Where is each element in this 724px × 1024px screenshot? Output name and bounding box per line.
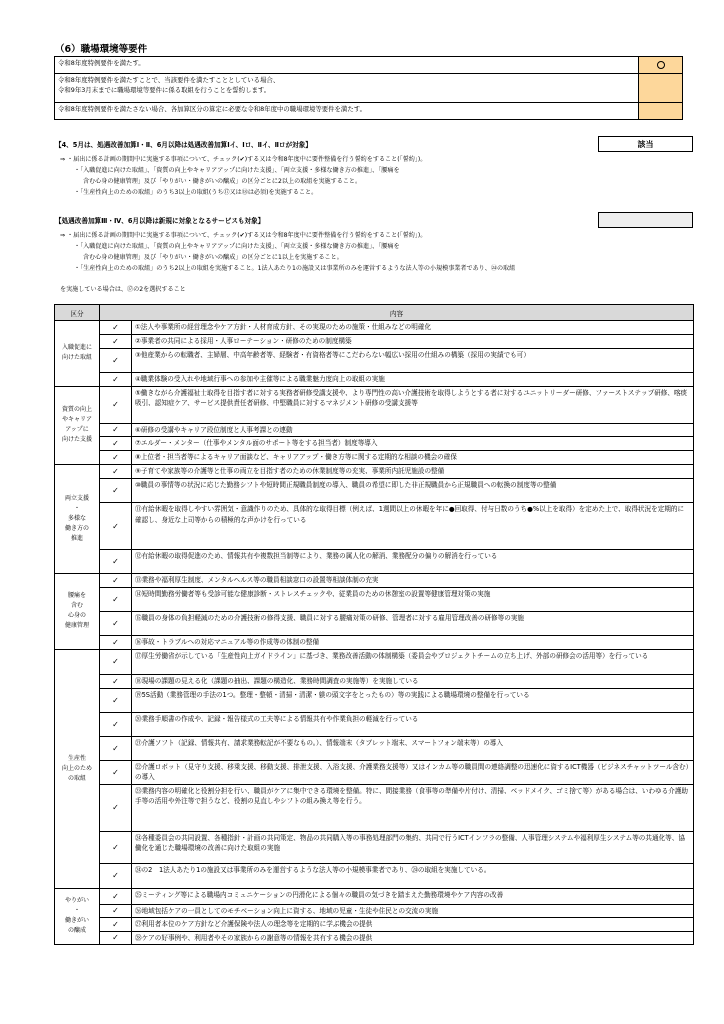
table-row bbox=[55, 688, 694, 712]
item-checkbox[interactable]: ✓ bbox=[100, 423, 132, 437]
item-text: ⑦エルダー・メンター（仕事やメンタル面のサポート等をする担当者）制度等導入 bbox=[132, 437, 694, 451]
table-row bbox=[55, 349, 694, 373]
table-row bbox=[55, 904, 694, 918]
item-checkbox[interactable]: ✓ bbox=[100, 918, 132, 932]
table-row bbox=[55, 784, 694, 831]
table-row bbox=[55, 931, 694, 945]
item-checkbox[interactable]: ✓ bbox=[100, 451, 132, 465]
category-label: 生産性 向上のため の取組 bbox=[55, 649, 100, 888]
column-header-content: 内容 bbox=[100, 305, 694, 321]
section1-line: ・「入職促進に向けた取組」、「資質の向上やキャリアアップに向けた支援」、「両立支援・多様な働き方の推進」、「腰痛を bbox=[74, 167, 400, 174]
item-checkbox[interactable]: ✓ bbox=[100, 612, 132, 636]
item-checkbox[interactable]: ✓ bbox=[100, 479, 132, 503]
table-row bbox=[55, 649, 694, 674]
item-text: ⑫有給休暇の取得促進のため、情報共有や複数担当制等により、業務の属人化の解消、業務配分の偏りの解消を行っている bbox=[132, 550, 694, 574]
section-title: （6）職場環境等要件 bbox=[55, 44, 148, 55]
requirement-status-cell[interactable] bbox=[639, 57, 683, 74]
item-text: ③他産業からの転職者、主婦層、中高年齢者等、経験者・有資格者等にこだわらない幅広い採用の仕組みの構築（採用の実績でも可） bbox=[132, 349, 694, 373]
item-checkbox[interactable]: ✓ bbox=[100, 335, 132, 349]
item-text: ⑥研修の受講やキャリア段位制度と人事考課との連動 bbox=[132, 423, 694, 437]
table-row bbox=[55, 888, 694, 904]
item-text: ⑲5S活動（業務管理の手法の1つ。整理・整頓・清掃・清潔・躾の頭文字をとったもの）等の実践による職場環境の整備を行っている bbox=[132, 688, 694, 712]
item-text: ④職業体験の受入れや地域行事への参加や主催等による職業魅力度向上の取組の実施 bbox=[132, 373, 694, 387]
item-checkbox[interactable]: ✓ bbox=[100, 904, 132, 918]
section2-line: を実施している場合は、⑰の2を選択すること bbox=[60, 286, 186, 293]
item-checkbox[interactable]: ✓ bbox=[100, 863, 132, 888]
item-checkbox[interactable]: ✓ bbox=[100, 349, 132, 373]
column-header-category: 区分 bbox=[55, 305, 100, 321]
table-row bbox=[55, 674, 694, 688]
item-text: ㉕ミーティング等による職場内コミュニケーションの円滑化による個々の職員の気づきを踏まえた勤務環境やケア内容の改善 bbox=[132, 888, 694, 904]
item-checkbox[interactable]: ✓ bbox=[100, 437, 132, 451]
item-checkbox[interactable]: ✓ bbox=[100, 649, 132, 674]
item-text: ⑧上位者・担当者等によるキャリア面談など、キャリアアップ・働き方等に関する定期的な相談の機会の確保 bbox=[132, 451, 694, 465]
table-row bbox=[55, 479, 694, 503]
item-text: ㉔各種委員会の共同設置、各種指針・計画の共同策定、物品の共同購入等の事務処理部門の集約、共同で行うICTインフラの整備、人事管理システムや福利厚生システム等の共通化等、協働化を通じた職場環境の改善に向けた取組の実施 bbox=[132, 831, 694, 863]
item-checkbox[interactable]: ✓ bbox=[100, 588, 132, 612]
selected-circle-mark bbox=[657, 61, 665, 69]
table-row bbox=[55, 636, 694, 650]
item-text: ⑨子育てや家族等の介護等と仕事の両立を目指す者のための休業制度等の充実、事業所内託児施設の整備 bbox=[132, 465, 694, 479]
table-row bbox=[55, 863, 694, 888]
section1-line: ・「生産性向上のための取組」のうち3以上の取組(うち⑰又は⑱は必須)を実施すること。 bbox=[74, 189, 318, 196]
section1-status-box[interactable]: 該当 bbox=[598, 136, 693, 152]
table-row bbox=[55, 760, 694, 784]
item-text: ㉔の2 1法人あたり1の施設又は事業所のみを運営するような法人等の小規模事業者であり、㉔の取組を実施している。 bbox=[132, 863, 694, 888]
requirements-table bbox=[54, 56, 683, 120]
table-row bbox=[55, 550, 694, 574]
section1-heading: 【4、5月は、処遇改善加算Ⅰ・Ⅱ、6月以降は処遇改善加算Ⅰイ、Ⅰロ、Ⅱイ、Ⅱロが対象】 bbox=[55, 141, 312, 149]
item-text: ⑳業務手順書の作成や、記録・報告様式の工夫等による情報共有や作業負担の軽減を行っている bbox=[132, 712, 694, 736]
item-text: ⑬業務や福利厚生制度、メンタルヘルス等の職員相談窓口の設置等相談体制の充実 bbox=[132, 574, 694, 588]
table-header-row bbox=[55, 305, 694, 321]
item-text: ㉓業務内容の明確化と役割分担を行い、職員がケアに集中できる環境を整備。特に、間接業務（食事等の準備や片付け、清掃、ベッドメイク、ゴミ捨て等）がある場合は、いわゆる介護助手等の活用や外注等で担うなど、役割の見直しやシフトの組み換え等を行う。 bbox=[132, 784, 694, 831]
item-checkbox[interactable]: ✓ bbox=[100, 784, 132, 831]
table-row bbox=[55, 736, 694, 760]
item-text: ⑤働きながら介護福祉士取得を目指す者に対する実務者研修受講支援や、より専門性の高い介護技術を取得しようとする者に対するユニットリーダー研修、ファーストステップ研修、喀痰吸引、認知症ケア、サービス提供責任者研修、中堅職員に対するマネジメント研修の受講支援等 bbox=[132, 386, 694, 423]
item-text: ⑱現場の課題の見える化（課題の抽出、課題の構造化、業務時間調査の実施等）を実施している bbox=[132, 674, 694, 688]
section2-line: ⇒ ・届出に係る計画の期間中に実施する事項について、チェック(✔)する又は令和8年度中に要件整備を行う誓約をすること(「誓約」)。 bbox=[60, 232, 427, 239]
item-checkbox[interactable]: ✓ bbox=[100, 712, 132, 736]
item-checkbox[interactable]: ✓ bbox=[100, 373, 132, 387]
table-row bbox=[55, 465, 694, 479]
item-text: ⑩職員の事情等の状況に応じた勤務シフトや短時間正規職員制度の導入、職員の希望に即した非正規職員から正規職員への転換の制度等の整備 bbox=[132, 479, 694, 503]
item-text: ㉗利用者本位のケア方針など介護保険や法人の理念等を定期的に学ぶ機会の提供 bbox=[132, 918, 694, 932]
item-text: ⑮職員の身体の負担軽減のための介護技術の修得支援、職員に対する腰痛対策の研修、管理者に対する雇用管理改善の研修等の実施 bbox=[132, 612, 694, 636]
table-row bbox=[55, 373, 694, 387]
category-label: 資質の向上 やキャリア アップに 向けた支援 bbox=[55, 386, 100, 465]
requirement-text: 令和8年度特例要件を満たす。 bbox=[55, 57, 639, 74]
table-row bbox=[55, 831, 694, 863]
table-row bbox=[55, 712, 694, 736]
item-checkbox[interactable]: ✓ bbox=[100, 321, 132, 335]
requirement-text: 令和8年度特例要件を満たすことで、当該要件を満たすこととしている場合、 令和9年3月末までに職場環境等要件に係る取組を行うことを誓約します。 bbox=[55, 74, 639, 103]
item-checkbox[interactable]: ✓ bbox=[100, 386, 132, 423]
item-text: ①法人や事業所の経営理念やケア方針・人材育成方針、その実現のための施策・仕組みなどの明確化 bbox=[132, 321, 694, 335]
category-label: 入職促進に 向けた取組 bbox=[55, 321, 100, 387]
item-text: ⑭短時間勤務労働者等も受診可能な健康診断・ストレスチェックや、従業員のための休憩室の設置等健康管理対策の実施 bbox=[132, 588, 694, 612]
item-text: ②事業者の共同による採用・人事ローテーション・研修のための制度構築 bbox=[132, 335, 694, 349]
item-text: ㉖地域包括ケアの一員としてのモチベーション向上に資する、地域の児童・生徒や住民との交流の実施 bbox=[132, 904, 694, 918]
table-row bbox=[55, 437, 694, 451]
table-row bbox=[55, 321, 694, 335]
category-label: 腰痛を 含む 心身の 健康管理 bbox=[55, 574, 100, 650]
initiatives-table bbox=[54, 304, 694, 945]
table-row bbox=[55, 588, 694, 612]
table-row bbox=[55, 918, 694, 932]
item-checkbox[interactable]: ✓ bbox=[100, 931, 132, 945]
item-text: ⑰厚生労働省が示している「生産性向上ガイドライン」に基づき、業務改善活動の体制構築（委員会やプロジェクトチームの立ち上げ、外部の研修会の活用等）を行っている bbox=[132, 649, 694, 674]
section2-heading: 【処遇改善加算Ⅲ・Ⅳ、6月以降は新規に対象となるサービスも対象】 bbox=[55, 217, 265, 225]
item-text: ⑯事故・トラブルへの対応マニュアル等の作成等の体制の整備 bbox=[132, 636, 694, 650]
table-row bbox=[55, 503, 694, 550]
table-row bbox=[55, 612, 694, 636]
section1-line: ⇒ ・届出に係る計画の期間中に実施する事項について、チェック(✔)する又は令和8年度中に要件整備を行う誓約をすること(「誓約」)。 bbox=[60, 156, 427, 163]
requirement-status-cell[interactable] bbox=[639, 103, 683, 120]
table-row bbox=[55, 335, 694, 349]
item-checkbox[interactable]: ✓ bbox=[100, 636, 132, 650]
table-row bbox=[55, 574, 694, 588]
requirement-row bbox=[55, 74, 683, 103]
requirement-status-cell[interactable] bbox=[639, 74, 683, 103]
item-checkbox[interactable]: ✓ bbox=[100, 760, 132, 784]
item-checkbox[interactable]: ✓ bbox=[100, 550, 132, 574]
section2-line: ・「生産性向上のための取組」のうち2以上の取組を実施すること。1法人あたり1の施設又は事業所のみを運営するような法人等の小規模事業者であり、㉔の取組 bbox=[74, 265, 516, 272]
item-checkbox[interactable]: ✓ bbox=[100, 465, 132, 479]
item-text: ㉒介護ロボット（見守り支援、移乗支援、移動支援、排泄支援、入浴支援、介護業務支援等）又はインカム等の職員間の連絡調整の迅速化に資するICT機器（ビジネスチャットツール含む）の導入 bbox=[132, 760, 694, 784]
section1-line: 含む心身の健康管理」及び「やりがい・働きがいの醸成」の区分ごとに2以上の取組を実施すること。 bbox=[83, 178, 362, 185]
item-checkbox[interactable]: ✓ bbox=[100, 831, 132, 863]
item-checkbox[interactable]: ✓ bbox=[100, 888, 132, 904]
section2-line: ・「入職促進に向けた取組」、「資質の向上やキャリアアップに向けた支援」、「両立支援・多様な働き方の推進」、「腰痛を bbox=[74, 243, 400, 250]
section2-line: 含む心身の健康管理」及び「やりがい・働きがいの醸成」の区分ごとに1以上を実施すること。 bbox=[83, 254, 343, 261]
section2-status-box[interactable] bbox=[598, 212, 693, 228]
item-checkbox[interactable]: ✓ bbox=[100, 736, 132, 760]
item-checkbox[interactable]: ✓ bbox=[100, 574, 132, 588]
item-checkbox[interactable]: ✓ bbox=[100, 503, 132, 550]
item-text: ⑪有給休暇を取得しやすい雰囲気・意識作りのため、具体的な取得目標（例えば、1週間以上の休暇を年に●回取得、付与日数のうち●%以上を取得）を定めた上で、取得状況を定期的に確認し、身近な上司等からの積極的な声かけを行っている bbox=[132, 503, 694, 550]
category-label: やりがい ・ 働きがい の醸成 bbox=[55, 888, 100, 945]
item-text: ㉑介護ソフト（記録、情報共有、請求業務転記が不要なもの。）、情報端末（タブレット端末、スマートフォン端末等）の導入 bbox=[132, 736, 694, 760]
requirement-row bbox=[55, 57, 683, 74]
item-checkbox[interactable]: ✓ bbox=[100, 688, 132, 712]
item-text: ㉘ケアの好事例や、利用者やその家族からの謝意等の情報を共有する機会の提供 bbox=[132, 931, 694, 945]
table-row bbox=[55, 386, 694, 423]
category-label: 両立支援 ・ 多様な 働き方の 推進 bbox=[55, 465, 100, 574]
table-row bbox=[55, 423, 694, 437]
table-row bbox=[55, 451, 694, 465]
item-checkbox[interactable]: ✓ bbox=[100, 674, 132, 688]
requirement-row bbox=[55, 103, 683, 120]
requirement-text: 令和8年度特例要件を満たさない場合、各加算区分の算定に必要な令和8年度中の職場環境等要件を満たす。 bbox=[55, 103, 639, 120]
